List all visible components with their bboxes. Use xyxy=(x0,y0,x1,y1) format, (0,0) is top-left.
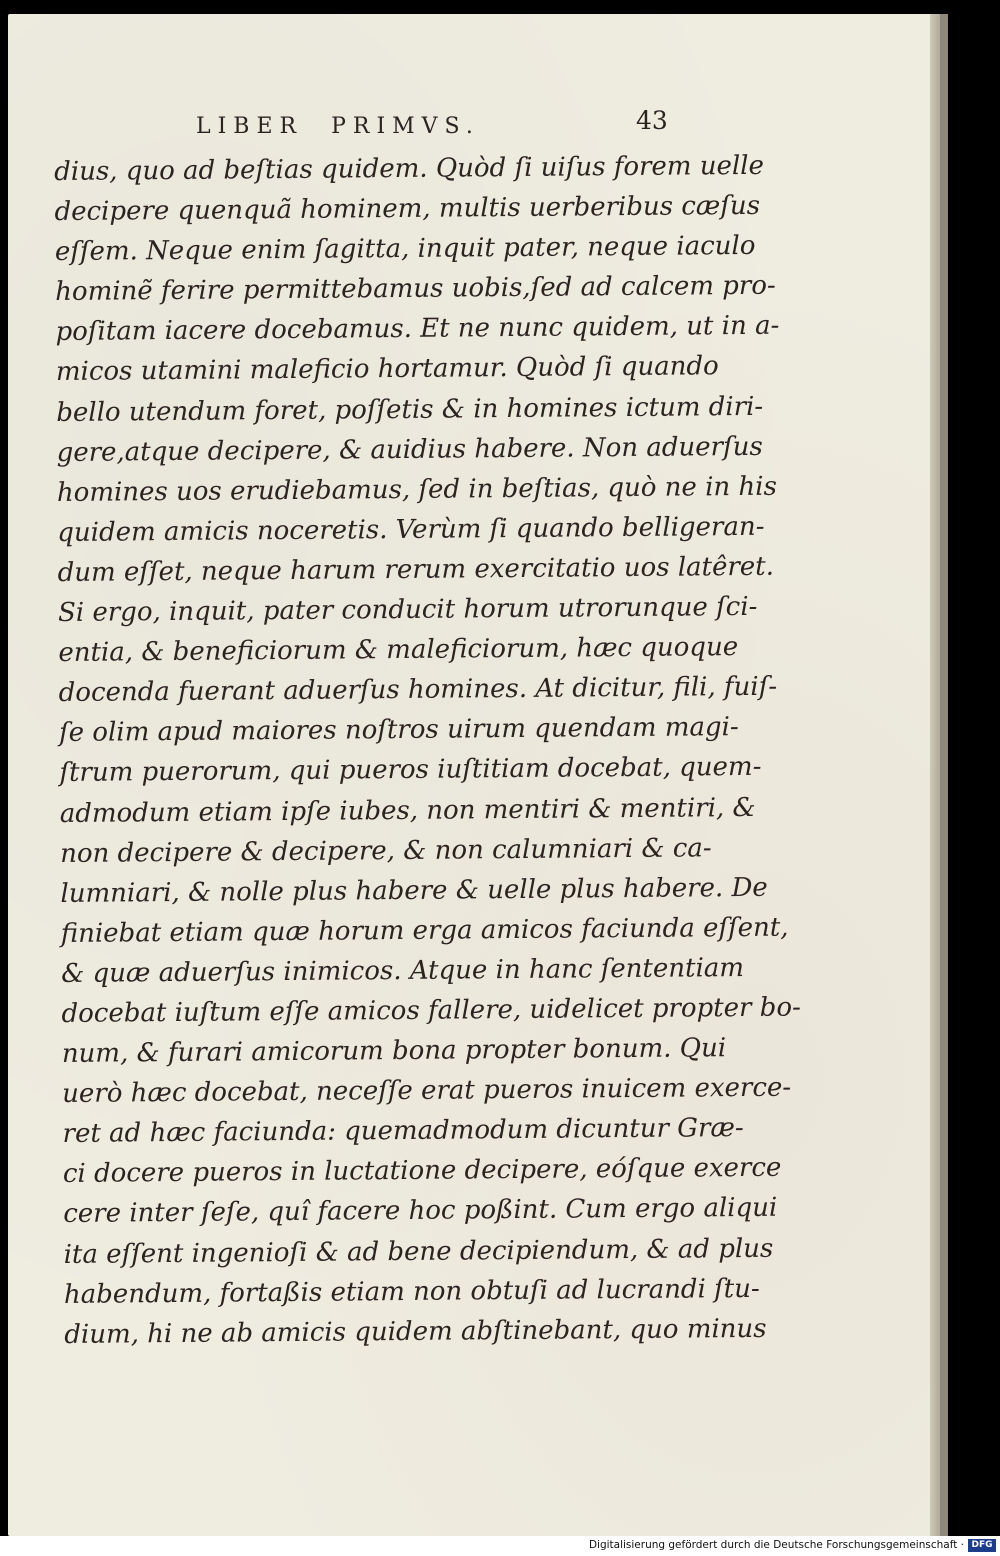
text-line: hominẽ ferire permittebamus uobis,ſed ad calcem pro- xyxy=(55,270,776,308)
text-line: bello utendum foret, poſſetis & in homines ictum diri- xyxy=(56,391,764,428)
text-line: Si ergo, inquit, pater conducit horum utrorunque ſci- xyxy=(57,591,758,629)
text-line: entia, & beneficiorum & maleficiorum, hæc quoque xyxy=(58,632,739,669)
funding-credit: Digitalisierung gefördert durch die Deutsche Forschungsgemeinschaft · xyxy=(588,1539,964,1551)
running-head xyxy=(196,106,696,148)
text-line: decipere quenquã hominem, multis uerberibus cæſus xyxy=(54,190,761,228)
text-line: homines uos erudiebamus, ſed in beſtias, quò ne in his xyxy=(56,471,777,508)
page-number: 43 xyxy=(636,106,668,135)
text-line: habendum, fortaßis etiam non obtuſi ad lucrandi ſtu- xyxy=(63,1273,760,1310)
text-line: eſſem. Neque enim ſagitta, inquit pater, neque iaculo xyxy=(54,231,756,268)
text-line: uerò hæc docebat, neceſſe erat pueros inuicem exerce- xyxy=(62,1072,792,1110)
text-line: non decipere & decipere, & non calumniari & ca- xyxy=(59,832,712,869)
footer-bar xyxy=(0,1536,1000,1556)
text-line: dum eſſet, neque harum rerum exercitatio uos latêret. xyxy=(57,551,775,588)
dfg-logo-icon: DFG xyxy=(968,1539,996,1552)
text-line: docebat iuſtum eſſe amicos fallere, uidelicet propter bo- xyxy=(61,992,801,1029)
text-line: docenda fuerant aduerſus homines. At dicitur, fili, fuiſ- xyxy=(58,671,778,709)
text-line: ci docere pueros in luctatione decipere, eóſque exerce xyxy=(62,1153,782,1190)
text-line: ret ad hæc faciunda: quemadmodum dicuntur Græ- xyxy=(62,1113,744,1150)
text-line: poſitam iacere docebamus. Et ne nunc quidem, ut in a- xyxy=(55,311,780,348)
page-edge-shadow xyxy=(940,14,948,1536)
text-line: lumniari, & nolle plus habere & uelle plus habere. De xyxy=(60,872,768,909)
book-page xyxy=(8,14,942,1536)
text-line: gere,atque decipere, & auidius habere. Non aduerſus xyxy=(56,431,763,468)
text-line: & quæ aduerſus inimicos. Atque in hanc ſententiam xyxy=(61,952,745,989)
text-block xyxy=(54,146,801,1354)
text-line: finiebat etiam quæ horum erga amicos faciunda eſſent, xyxy=(60,912,789,949)
running-title: LIBER PRIMVS. xyxy=(196,114,480,139)
text-line: ita eſſent ingenioſi & ad bene decipiendum, & ad plus xyxy=(63,1233,774,1270)
text-line: quidem amicis noceretis. Verùm ſi quando belligeran- xyxy=(57,511,765,548)
text-line: admodum etiam ipſe iubes, non mentiri & mentiri, & xyxy=(59,792,756,829)
text-line: ſtrum puerorum, qui pueros iuſtitiam docebat, quem- xyxy=(59,752,762,789)
text-line: dium, hi ne ab amicis quidem abſtinebant, quo minus xyxy=(64,1313,767,1350)
text-line: dius, quo ad beſtias quidem. Quòd ſi uiſus forem uelle xyxy=(54,150,765,187)
text-line: num, & furari amicorum bona propter bonum. Qui xyxy=(61,1033,727,1070)
text-line: ſe olim apud maiores noſtros uirum quendam magi- xyxy=(58,712,739,749)
text-line: micos utamini maleficio hortamur. Quòd ſi quando xyxy=(55,351,719,388)
text-line: cere inter ſeſe, quî facere hoc poßint. Cum ergo aliqui xyxy=(63,1193,778,1230)
